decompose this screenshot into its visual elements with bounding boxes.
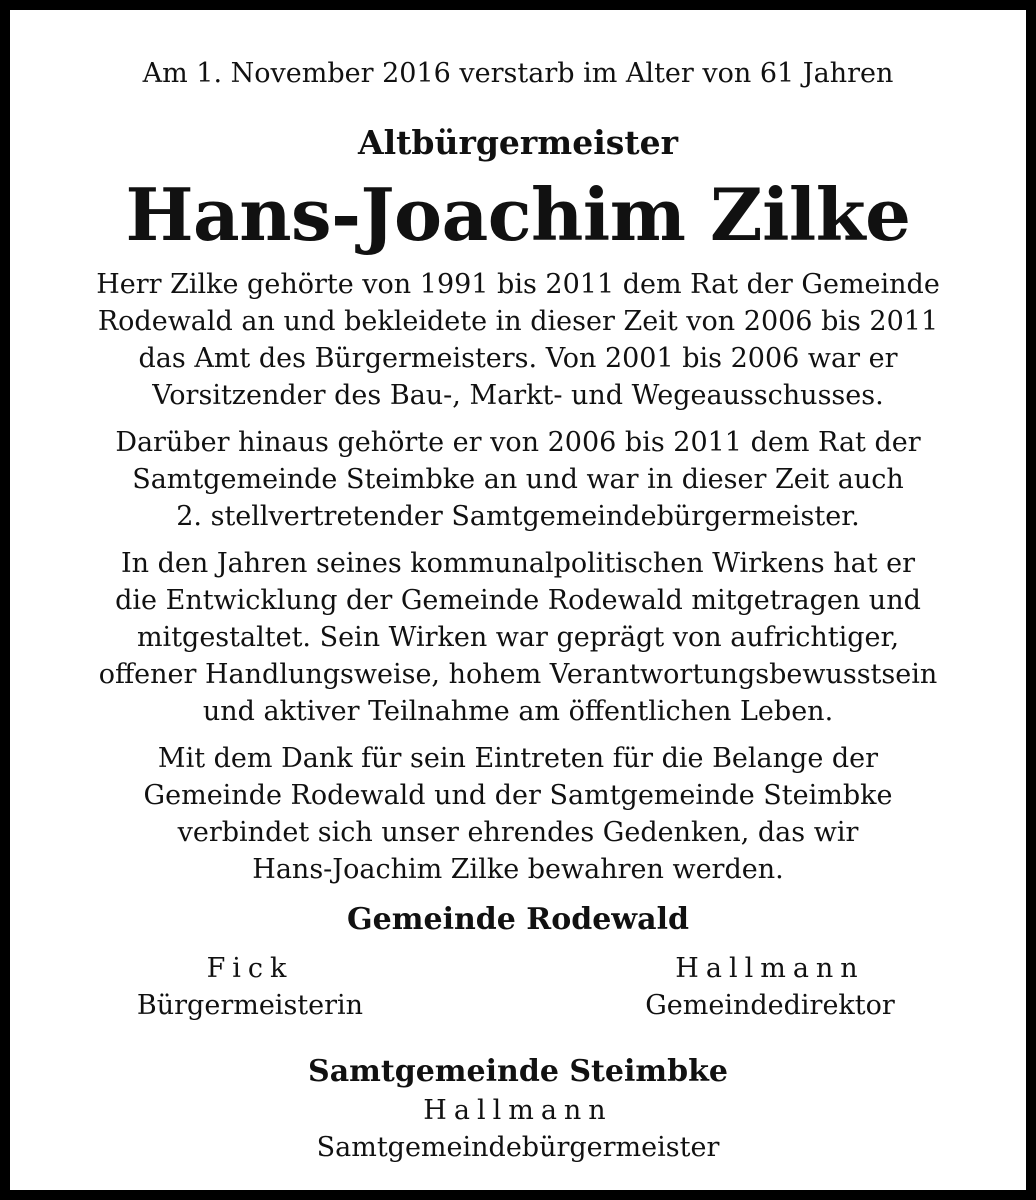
text-line: Hans-Joachim Zilke bewahren werden. [252,854,784,885]
signatory-role: Samtgemeindebürgermeister [316,1132,720,1163]
signatory-left [50,950,450,1024]
text-line: Mit dem Dank für sein Eintreten für die Belange der [157,743,879,774]
organization-rodewald: Gemeinde Rodewald [347,902,689,937]
text-line: 2. stellvertretender Samtgemeindebürgermeister. [176,501,860,532]
honorary-title: Altbürgermeister [358,123,678,162]
text-line: offener Handlungsweise, hohem Verantwortungsbewusstsein [98,659,938,690]
text-line: Gemeinde Rodewald und der Samtgemeinde Steimbke [143,780,893,811]
paragraph [40,424,996,535]
signatory-bottom [10,1092,1026,1166]
text-line: Vorsitzender des Bau-, Markt- und Wegeausschusses. [152,380,884,411]
signatory-name: Hallmann [423,1095,613,1126]
signatory-name: Hallmann [675,953,865,984]
text-line: In den Jahren seines kommunalpolitischen Wirkens hat er [120,548,916,579]
text-line: Darüber hinaus gehörte er von 2006 bis 2011 dem Rat der [115,427,921,458]
notice-body [40,266,996,898]
intro-line: Am 1. November 2016 verstarb im Alter von 61 Jahren [142,58,894,89]
signatory-role: Bürgermeisterin [136,990,364,1021]
text-line: Rodewald an und bekleidete in dieser Zeit von 2006 bis 2011 [97,306,939,337]
text-line: Samtgemeinde Steimbke an und war in dieser Zeit auch [132,464,904,495]
text-line: Herr Zilke gehörte von 1991 bis 2011 dem Rat der Gemeinde [96,269,940,300]
signatory-role: Gemeindedirektor [645,990,895,1021]
paragraph [40,266,996,414]
text-line: das Amt des Bürgermeisters. Von 2001 bis 2006 war er [138,343,898,374]
deceased-name: Hans-Joachim Zilke [125,172,911,257]
text-line: verbindet sich unser ehrendes Gedenken, das wir [177,817,859,848]
text-line: und aktiver Teilnahme am öffentlichen Leben. [202,696,834,727]
paragraph [40,545,996,730]
text-line: mitgestaltet. Sein Wirken war geprägt von aufrichtiger, [136,622,900,653]
paragraph [40,740,996,888]
text-line: die Entwicklung der Gemeinde Rodewald mitgetragen und [115,585,921,616]
signatory-name: Fick [206,953,294,984]
organization-steimbke: Samtgemeinde Steimbke [308,1054,728,1089]
signatory-right [570,950,970,1024]
